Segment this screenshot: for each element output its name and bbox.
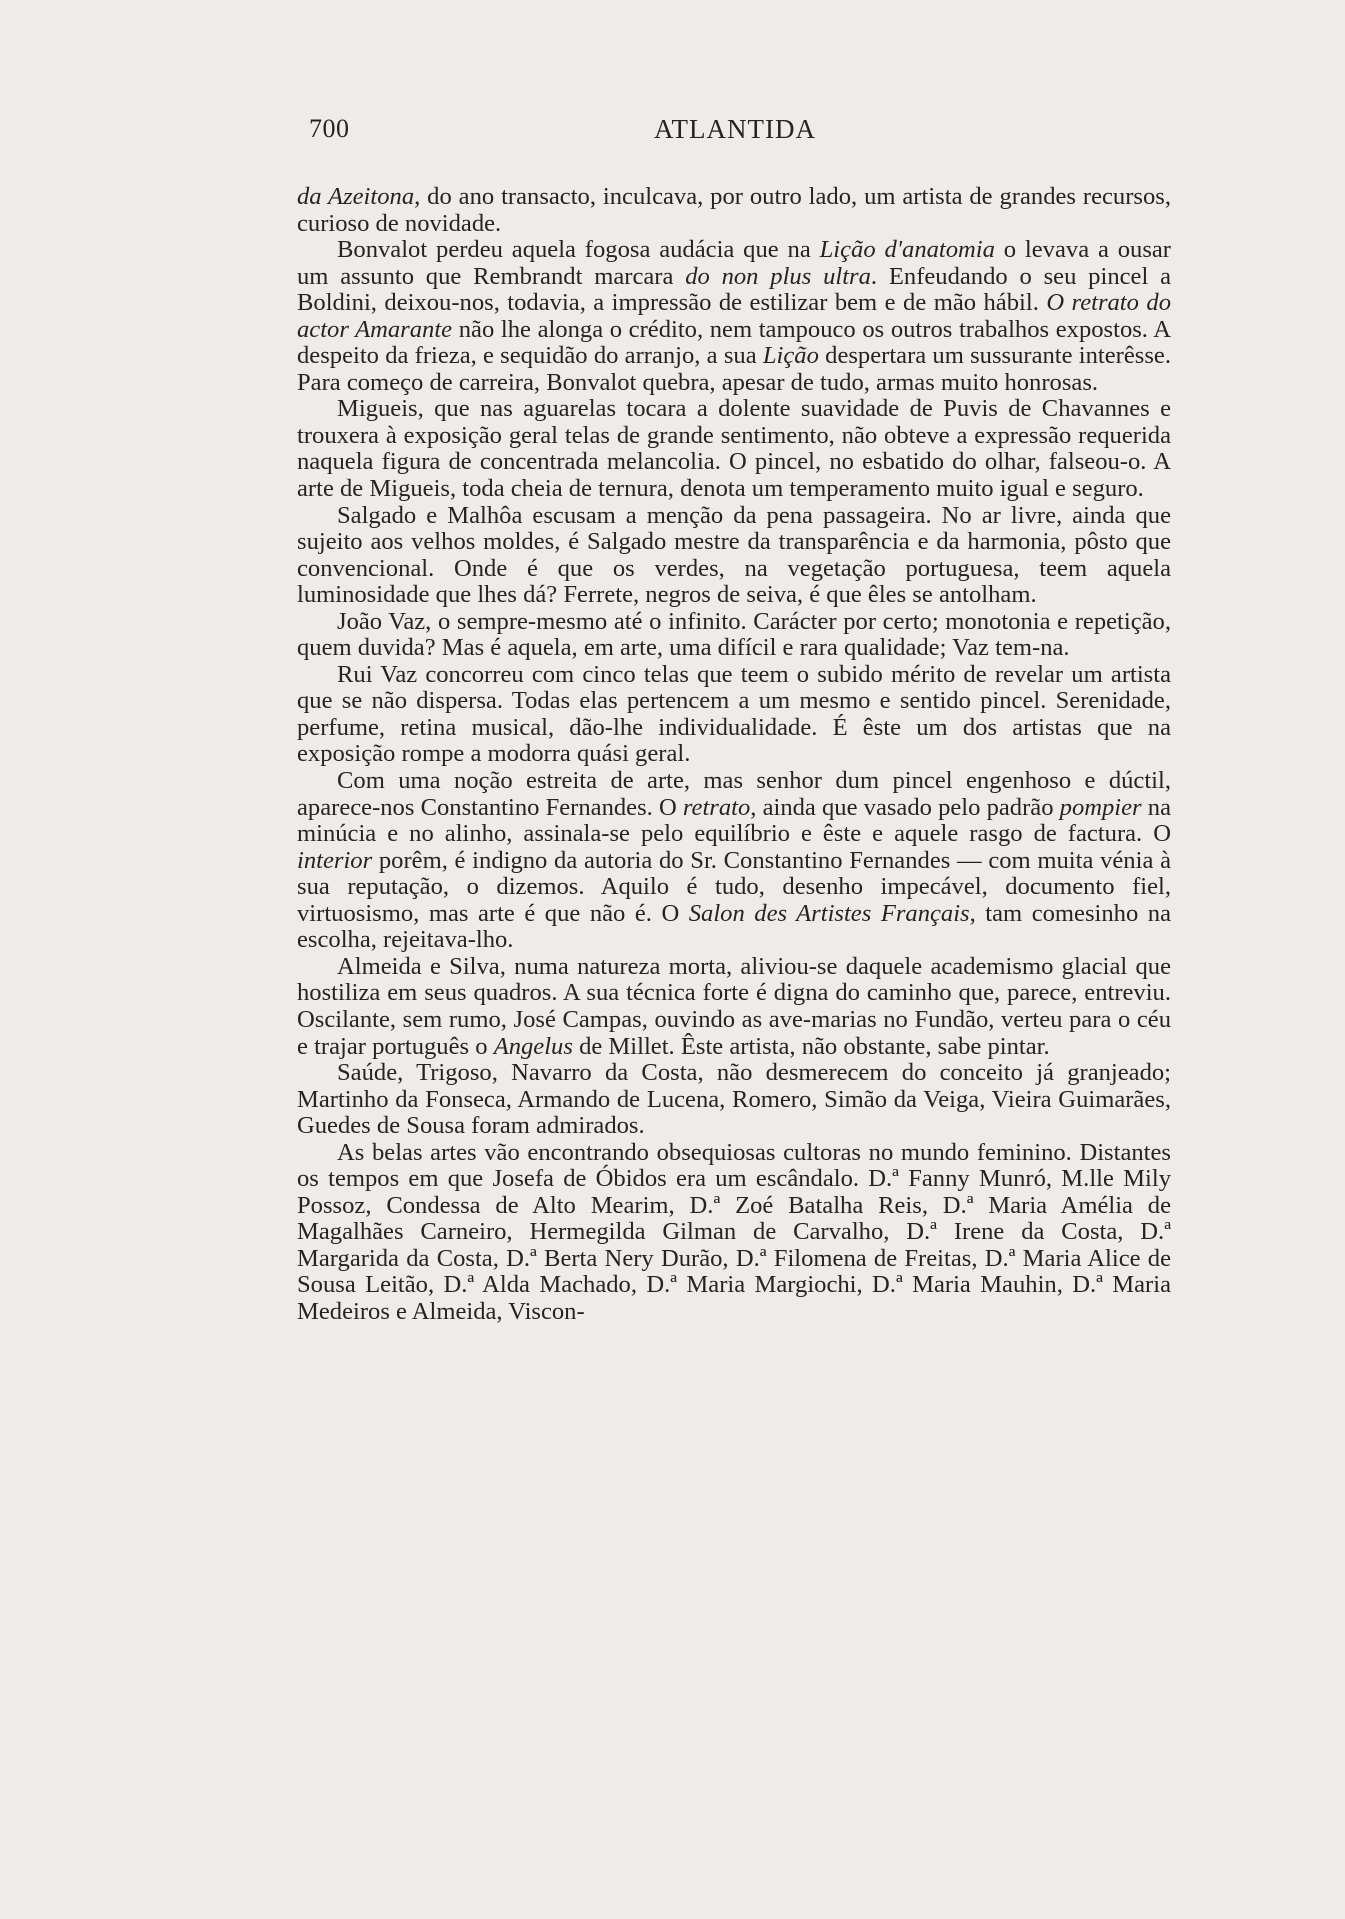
paragraph	[297, 237, 1171, 396]
page-number: 700	[309, 114, 350, 143]
italic-text: Lição d'anatomia	[819, 236, 995, 264]
paragraph	[297, 396, 1171, 502]
italic-text: interior	[297, 846, 373, 874]
text-run: , tam comesinho na escolha, rejeitava-lho.	[297, 899, 1171, 954]
text-run: , ainda que vasado pelo padrão	[750, 793, 1060, 821]
italic-text: Angelus	[493, 1032, 573, 1060]
text-run: , do ano transacto, inculcava, por outro lado, um artista de grandes recursos, curioso de novidade.	[297, 183, 1171, 237]
text-run: na minúcia e no alinho, assinala-se pelo equilíbrio e êste e aquele rasgo de factura. O	[297, 793, 1171, 848]
paragraph	[297, 954, 1171, 1060]
running-title: ATLANTIDA	[654, 114, 816, 144]
text-run: Saúde, Trigoso, Navarro da Costa, não desmerecem do conceito já granjeado; Martinho da Fonseca, Armando de Lucena, Romero, Simão da Veiga, Vieira Guimarães, Guedes de Sousa foram admirados.	[297, 1059, 1171, 1140]
paragraph	[297, 662, 1171, 768]
text-run: Com uma noção estreita de arte, mas senhor dum pincel engenhoso e dúctil, aparece-nos Constantino Fernandes. O	[297, 767, 1171, 821]
running-header	[297, 114, 1167, 148]
paragraph	[297, 768, 1171, 954]
text-run: Migueis, que nas aguarelas tocara a dolente suavidade de Puvis de Chavannes e trouxera à exposição geral telas de grande sentimento, não obteve a expressão requerida naquela figura de concentrada melancolia. O pincel, no esbatido do olhar, falseou-o. A arte de Migueis, toda cheia de ternura, denota um temperamento muito igual e seguro.	[297, 395, 1171, 503]
text-run: de Millet. Êste artista, não obstante, sabe pintar.	[572, 1032, 1050, 1060]
italic-text: Salon des Artistes Français	[688, 899, 970, 927]
italic-text: retrato	[682, 793, 751, 821]
paragraph	[297, 503, 1171, 609]
article-body	[297, 184, 1171, 1326]
paragraph	[297, 184, 1171, 237]
italic-text: da Azeitona	[297, 183, 415, 210]
paragraph	[297, 609, 1171, 662]
text-run: Bonvalot perdeu aquela fogosa audácia que na	[337, 236, 820, 264]
text-run: João Vaz, o sempre-mesmo até o infinito. Carácter por certo; monotonia e repetição, quem duvida? Mas é aquela, em arte, uma difícil e rara qualidade; Vaz tem-na.	[297, 607, 1171, 662]
text-run: não lhe alonga o crédito, nem tampouco os outros trabalhos expostos. A despeito da frieza, e sequidão do arranjo, a sua	[297, 315, 1171, 370]
text-run: o levava a ousar um assunto que Rembrandt marcara	[297, 236, 1171, 290]
paragraph	[297, 1060, 1171, 1140]
text-run: porêm, é indigno da autoria do Sr. Constantino Fernandes — com muita vénia à sua reputação, o dizemos. Aquilo é tudo, desenho impecável, documento fiel, virtuosismo, mas arte é que não é. O	[297, 846, 1171, 927]
text-run: Almeida e Silva, numa natureza morta, aliviou-se daquele academismo glacial que hostiliza em seus quadros. A sua técnica forte é digna do caminho que, parece, entreviu. Oscilante, sem rumo, José Campas, ouvindo as ave-marias no Fundão, verteu para o céu e trajar português o	[297, 952, 1171, 1060]
text-run: Salgado e Malhôa escusam a menção da pena passageira. No ar livre, ainda que sujeito aos velhos moldes, é Salgado mestre da transparência e da harmonia, pôsto que convencional. Onde é que os verdes, na vegetação portuguesa, teem aquela luminosidade que lhes dá? Ferrete, negros de seiva, é que êles se antolham.	[297, 501, 1171, 609]
italic-text: Lição	[762, 342, 819, 370]
paragraph	[297, 1140, 1171, 1326]
italic-text: O retrato do actor Amarante	[297, 289, 1171, 343]
italic-text: do non plus ultra	[685, 262, 871, 290]
italic-text: pompier	[1059, 793, 1142, 821]
text-run: Rui Vaz concorreu com cinco telas que teem o subido mérito de revelar um artista que se não dispersa. Todas elas pertencem a um mesmo e sentido pincel. Serenidade, perfume, retina musical, dão-lhe individualidade. É êste um dos artistas que na exposição rompe a modorra quási geral.	[297, 660, 1171, 768]
text-run: despertara um sussurante interêsse. Para começo de carreira, Bonvalot quebra, apesar de tudo, armas muito honrosas.	[297, 342, 1171, 396]
text-run: As belas artes vão encontrando obsequiosas cultoras no mundo feminino. Distantes os tempos em que Josefa de Óbidos era um escândalo. D.ª Fanny Munró, M.lle Mily Possoz, Condessa de Alto Mearim, D.ª Zoé Batalha Reis, D.ª Maria Amélia de Magalhães Carneiro, Hermegilda Gilman de Carvalho, D.ª Irene da Costa, D.ª Margarida da Costa, D.ª Berta Nery Durão, D.ª Filomena de Freitas, D.ª Maria Alice de Sousa Leitão, D.ª Alda Machado, D.ª Maria Margiochi, D.ª Maria Mauhin, D.ª Maria Medeiros e Almeida, Viscon-	[297, 1138, 1171, 1325]
text-run: . Enfeudando o seu pincel a Boldini, deixou-nos, todavia, a impressão de estilizar bem e de mão hábil.	[297, 262, 1171, 317]
